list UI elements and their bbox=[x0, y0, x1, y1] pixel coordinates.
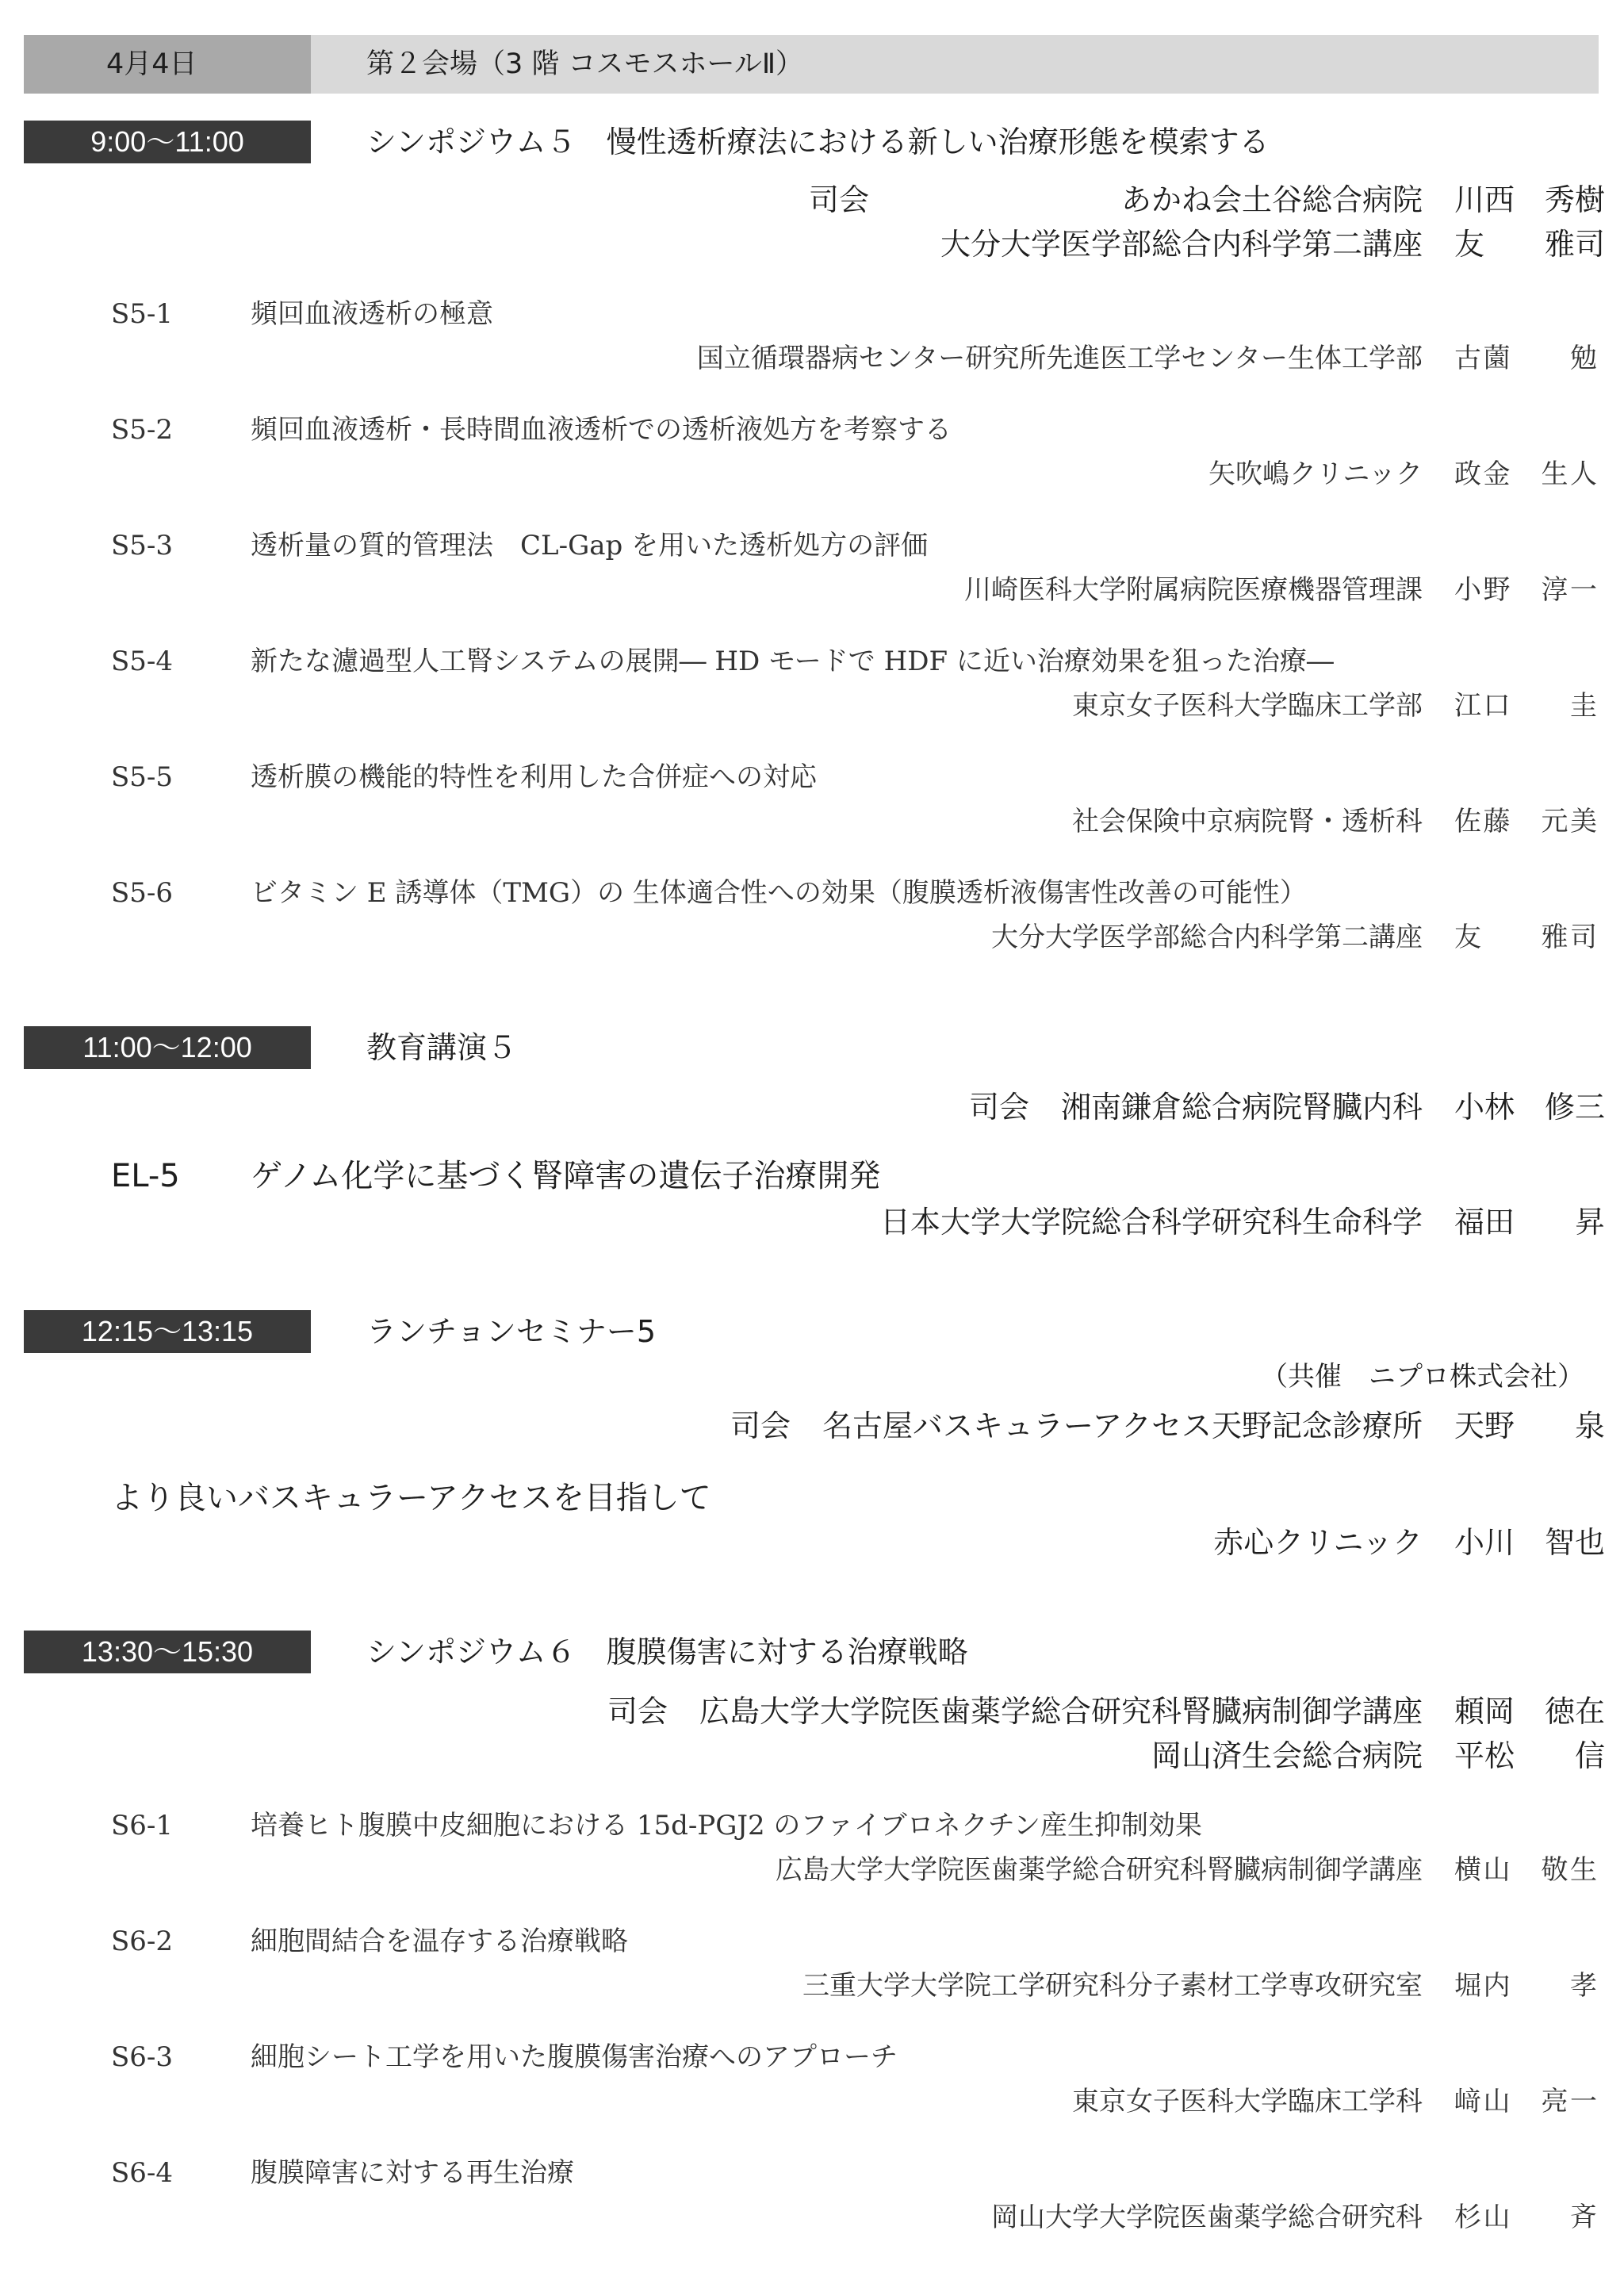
author-affiliation: 東京女子医科大学臨床工学科 bbox=[1072, 2086, 1423, 2117]
author-name: 古薗 勉 bbox=[1454, 343, 1597, 374]
author-name: 杉山 斉 bbox=[1454, 2202, 1597, 2233]
paper-author bbox=[1072, 803, 1597, 841]
moderator-name: 天野 泉 bbox=[1454, 1408, 1606, 1443]
paper-author bbox=[991, 918, 1597, 956]
speaker-line bbox=[1213, 1521, 1606, 1564]
paper-title: 腹膜障害に対する再生治療 bbox=[251, 2157, 574, 2189]
moderator-name: 平松 信 bbox=[1454, 1738, 1606, 1773]
moderator-label: 司会 bbox=[730, 1408, 791, 1443]
moderator-affiliation: 湘南鎌倉総合病院腎臓内科 bbox=[1060, 1090, 1423, 1125]
author-affiliation: 岡山大学大学院医歯薬学総合研究科 bbox=[991, 2202, 1423, 2233]
session-title: シンポジウム５ 慢性透析療法における新しい治療形態を模索する bbox=[366, 125, 1270, 159]
paper-title: 透析膜の機能的特性を利用した合併症への対応 bbox=[251, 761, 817, 793]
session-title: 教育講演５ bbox=[366, 1030, 518, 1065]
paper-title: 透析量の質的管理法 CL-Gap を用いた透析処方の評価 bbox=[251, 530, 929, 561]
speaker-line bbox=[879, 1201, 1606, 1244]
paper-author bbox=[1072, 687, 1597, 725]
author-affiliation: 大分大学医学部総合内科学第二講座 bbox=[991, 922, 1423, 953]
paper-code: S5-2 bbox=[111, 414, 174, 446]
venue-label: 第２会場（3 階 コスモスホールⅡ） bbox=[366, 48, 804, 80]
author-affiliation: 社会保険中京病院腎・透析科 bbox=[1072, 806, 1423, 837]
paper-code: S6-4 bbox=[111, 2157, 174, 2189]
paper-title: ビタミン E 誘導体（TMG）の 生体適合性への効果（腹膜透析液傷害性改善の可能性） bbox=[251, 877, 1307, 909]
day-header bbox=[24, 35, 1599, 94]
author-affiliation: 国立循環器病センター研究所先進医工学センター生体工学部 bbox=[696, 343, 1423, 374]
lecture-title: より良いバスキュラーアクセスを目指して bbox=[111, 1480, 711, 1516]
author-name: 政金 生人 bbox=[1454, 458, 1597, 490]
moderator-label: 司会 bbox=[607, 1694, 668, 1729]
paper-code: S5-1 bbox=[111, 298, 174, 330]
speaker-name: 福田 昇 bbox=[1454, 1205, 1606, 1240]
paper-title: 頻回血液透析の極意 bbox=[251, 298, 493, 330]
author-name: 堀内 孝 bbox=[1454, 1970, 1597, 2002]
speaker-affiliation: 日本大学大学院総合科学研究科生命科学 bbox=[879, 1205, 1423, 1240]
author-name: 﨑山 亮一 bbox=[1454, 2086, 1597, 2117]
date-label: 4月4日 bbox=[24, 35, 311, 94]
paper-code: S5-4 bbox=[111, 646, 174, 677]
paper-author bbox=[1072, 2083, 1597, 2121]
moderator-line bbox=[1151, 1735, 1606, 1776]
paper-code: S5-5 bbox=[111, 761, 174, 793]
paper-author bbox=[697, 339, 1597, 377]
moderator-line bbox=[607, 1691, 1606, 1732]
moderator-affiliation: 岡山済生会総合病院 bbox=[1151, 1738, 1423, 1773]
paper-code: S5-3 bbox=[111, 530, 174, 561]
paper-title: 新たな濾過型人工腎システムの展開― HD モードで HDF に近い治療効果を狙った治療― bbox=[251, 646, 1334, 677]
paper-author bbox=[802, 1967, 1597, 2005]
speaker-affiliation: 赤心クリニック bbox=[1213, 1525, 1423, 1560]
time-tag: 9:00～11:00 bbox=[24, 121, 311, 163]
moderator-line bbox=[968, 1086, 1606, 1128]
moderator-affiliation: あかね会土谷総合病院 bbox=[1120, 182, 1423, 217]
paper-author bbox=[776, 1851, 1597, 1889]
time-tag: 11:00～12:00 bbox=[24, 1026, 311, 1069]
moderator-name: 小林 修三 bbox=[1454, 1090, 1606, 1125]
speaker-name: 小川 智也 bbox=[1454, 1525, 1606, 1560]
paper-author bbox=[991, 2198, 1597, 2236]
paper-title: 培養ヒト腹膜中皮細胞における 15d-PGJ2 のファイブロネクチン産生抑制効果 bbox=[251, 1810, 1203, 1841]
moderator-affiliation: 大分大学医学部総合内科学第二講座 bbox=[940, 227, 1423, 262]
paper-title: 細胞シート工学を用いた腹膜傷害治療へのアプローチ bbox=[251, 2041, 898, 2073]
time-tag: 12:15～13:15 bbox=[24, 1310, 311, 1353]
lecture-title: ゲノム化学に基づく腎障害の遺伝子治療開発 bbox=[251, 1158, 881, 1194]
author-name: 小野 淳一 bbox=[1454, 574, 1597, 606]
cosponsor-note: （共催 ニプロ株式会社） bbox=[1261, 1361, 1584, 1393]
author-affiliation: 矢吹嶋クリニック bbox=[1208, 458, 1423, 490]
paper-code: S5-6 bbox=[111, 877, 174, 909]
paper-title: 細胞間結合を温存する治療戦略 bbox=[251, 1926, 628, 1957]
moderator-line bbox=[1120, 179, 1606, 220]
moderator-name: 頼岡 徳在 bbox=[1454, 1694, 1606, 1729]
moderator-name: 友 雅司 bbox=[1454, 227, 1606, 262]
author-name: 友 雅司 bbox=[1454, 922, 1597, 953]
session-title: シンポジウム６ 腹膜傷害に対する治療戦略 bbox=[366, 1634, 968, 1669]
moderator-label: 司会 bbox=[809, 182, 870, 217]
moderator-label: 司会 bbox=[968, 1090, 1029, 1125]
author-affiliation: 広島大学大学院医歯薬学総合研究科腎臓病制御学講座 bbox=[776, 1854, 1423, 1886]
author-affiliation: 三重大学大学院工学研究科分子素材工学専攻研究室 bbox=[802, 1970, 1423, 2002]
author-name: 江口 圭 bbox=[1454, 690, 1597, 722]
moderator-line bbox=[730, 1405, 1606, 1447]
paper-author bbox=[964, 571, 1597, 609]
moderator-affiliation: 名古屋バスキュラーアクセス天野記念診療所 bbox=[822, 1408, 1423, 1443]
author-affiliation: 川崎医科大学附属病院医療機器管理課 bbox=[964, 574, 1423, 606]
lecture-code: EL-5 bbox=[111, 1158, 180, 1194]
paper-title: 頻回血液透析・長時間血液透析での透析液処方を考察する bbox=[251, 414, 952, 446]
paper-author bbox=[1208, 455, 1597, 493]
time-tag: 13:30～15:30 bbox=[24, 1631, 311, 1673]
paper-code: S6-2 bbox=[111, 1926, 174, 1957]
author-name: 横山 敬生 bbox=[1454, 1854, 1597, 1886]
session-title: ランチョンセミナー5 bbox=[366, 1314, 657, 1349]
moderator-line bbox=[940, 224, 1606, 265]
author-affiliation: 東京女子医科大学臨床工学部 bbox=[1072, 690, 1423, 722]
moderator-name: 川西 秀樹 bbox=[1454, 182, 1606, 217]
paper-code: S6-1 bbox=[111, 1810, 174, 1841]
moderator-affiliation: 広島大学大学院医歯薬学総合研究科腎臓病制御学講座 bbox=[699, 1694, 1423, 1729]
paper-code: S6-3 bbox=[111, 2041, 174, 2073]
author-name: 佐藤 元美 bbox=[1454, 806, 1597, 837]
